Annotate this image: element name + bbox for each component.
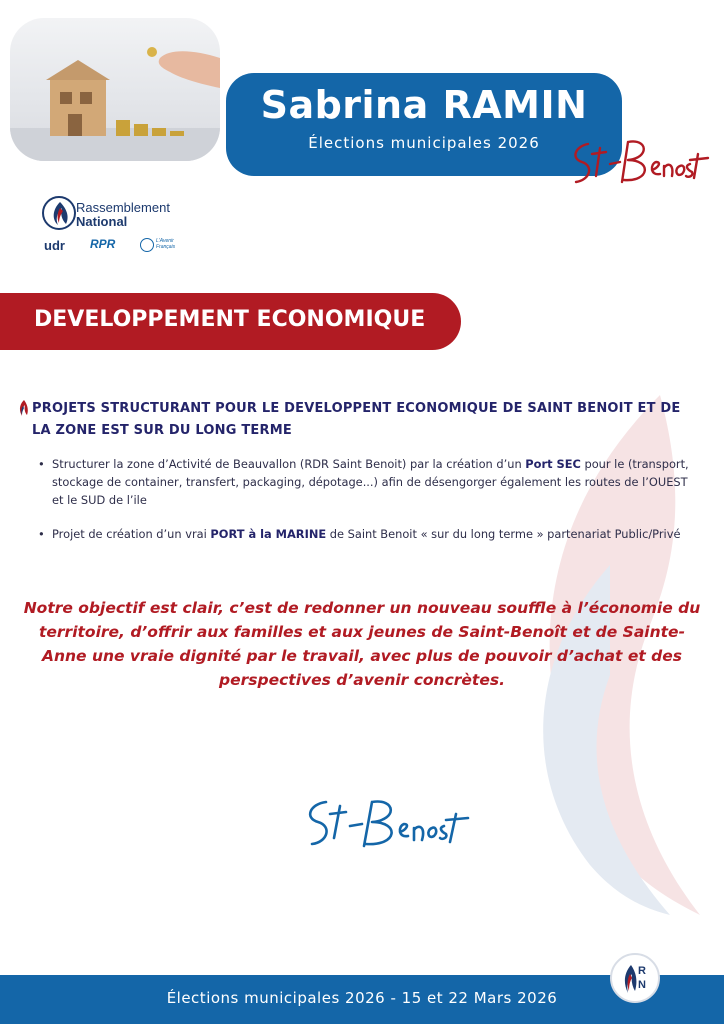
- rassemblement-national-logo: [42, 194, 202, 238]
- rn-badge-flame-icon: [622, 965, 638, 993]
- allied-party-logos: [42, 236, 202, 258]
- town-signature-blue: [300, 788, 480, 860]
- candidate-banner: [226, 73, 622, 176]
- town-signature-red: [566, 124, 716, 194]
- rpr-logo: RPR: [90, 237, 116, 251]
- rn-line2: National: [76, 214, 128, 229]
- bullet-dot-icon: •: [38, 457, 45, 471]
- section-header: [0, 293, 461, 350]
- list-item: • Projet de création d’un vrai PORT à la MARINE de Saint Benoit « sur du long terme » partenariat Public/Privé: [38, 527, 681, 541]
- election-subtitle: Élections municipales 2026: [308, 134, 540, 152]
- badge-letter-r: R: [638, 965, 646, 977]
- avenir-francais-logo: [140, 236, 186, 256]
- rn-badge-logo: [610, 953, 660, 1003]
- bullet-dot-icon: •: [38, 527, 45, 541]
- footer-text: Élections municipales 2026 - 15 et 22 Mars 2026: [166, 989, 558, 1007]
- flame-bullet-icon: [18, 400, 28, 416]
- rn-flame-icon: [42, 196, 76, 230]
- avenir-francais-text: L'Avenir Français: [156, 238, 176, 250]
- udr-logo: udr: [44, 238, 65, 253]
- badge-letter-n: N: [638, 979, 646, 991]
- tree-icon: [140, 238, 154, 252]
- objective-quote: Notre objectif est clair, c’est de redonner un nouveau souffle à l’économie du territoire, d’offrir aux familles et aux jeunes de Saint-Benoît et de Sainte-Anne une vraie dignité par le travail, avec plus de pouvoir d’achat et des perspectives d’avenir concrètes.: [23, 599, 701, 689]
- projects-heading: PROJETS STRUCTURANT POUR LE DEVELOPPENT ECONOMIQUE DE SAINT BENOIT ET DE LA ZONE EST SUR DU LONG TERME: [32, 401, 681, 438]
- projects-list: [38, 455, 694, 559]
- rn-line1: Rassemblement: [76, 200, 170, 215]
- hero-photo-house-coins: [10, 18, 220, 161]
- candidate-name: Sabrina RAMIN: [260, 83, 588, 127]
- list-item: • Structurer la zone d’Activité de Beauvallon (RDR Saint Benoit) par la création d’un Port SEC pour le (transport, stockage de container, transfert, packaging, dépotage...) afin de désengorger également les routes de l’OUEST et le SUD de l’ile: [38, 457, 689, 507]
- section-title: DEVELOPPEMENT ECONOMIQUE: [34, 307, 426, 332]
